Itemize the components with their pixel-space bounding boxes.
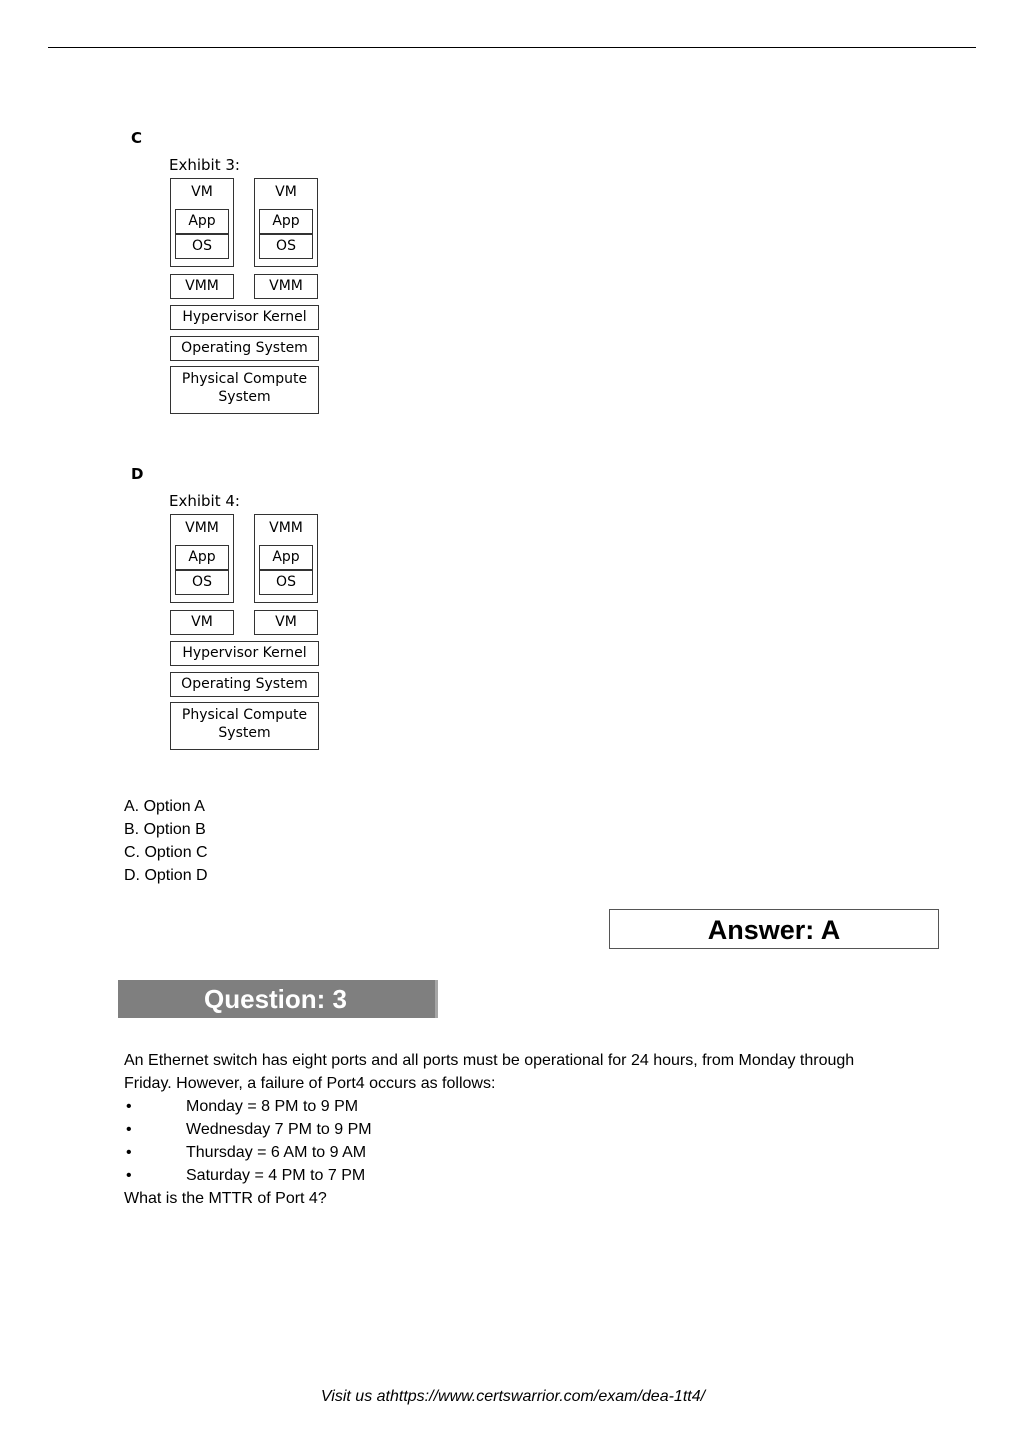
list-item-text: Thursday = 6 AM to 9 AM xyxy=(186,1144,367,1161)
mid-box-right: VM xyxy=(254,610,318,635)
top-rule xyxy=(48,47,976,48)
vm-group-label: VM xyxy=(275,184,297,200)
bullet-icon: • xyxy=(126,1121,132,1138)
option-letter-c: C xyxy=(131,129,143,147)
answer-box: Answer: A xyxy=(609,909,939,949)
question-body xyxy=(124,1049,944,1210)
choice-b: B. Option B xyxy=(124,821,206,838)
vm-group-right xyxy=(254,514,318,603)
exhibit-title: Exhibit 4: xyxy=(169,492,240,510)
app-box: App xyxy=(175,209,229,234)
vm-group-label: VM xyxy=(191,184,213,200)
question-intro-line-1: An Ethernet switch has eight ports and all ports must be operational for 24 hours, from Monday through xyxy=(124,1052,855,1069)
exhibit-3-diagram xyxy=(168,156,328,405)
bullet-icon: • xyxy=(126,1144,132,1161)
bullet-icon: • xyxy=(126,1098,132,1115)
app-box: App xyxy=(175,545,229,570)
os-box: OS xyxy=(259,570,313,595)
hypervisor-kernel-box: Hypervisor Kernel xyxy=(170,641,319,666)
vm-group-label: VMM xyxy=(185,520,219,536)
mid-box-left: VMM xyxy=(170,274,234,299)
question-number: Question: 3 xyxy=(204,984,348,1014)
vm-group-left xyxy=(170,514,234,603)
list-item xyxy=(124,1164,944,1187)
mid-box-right: VMM xyxy=(254,274,318,299)
physical-compute-box: Physical Compute System xyxy=(170,366,319,414)
operating-system-box: Operating System xyxy=(170,336,319,361)
os-box: OS xyxy=(175,234,229,259)
os-box: OS xyxy=(175,570,229,595)
list-item xyxy=(124,1095,944,1118)
vm-group-label: VMM xyxy=(269,520,303,536)
bullet-icon: • xyxy=(126,1167,132,1184)
list-item xyxy=(124,1141,944,1164)
mid-box-left: VM xyxy=(170,610,234,635)
app-box: App xyxy=(259,545,313,570)
hypervisor-kernel-box: Hypervisor Kernel xyxy=(170,305,319,330)
app-box: App xyxy=(259,209,313,234)
choice-d: D. Option D xyxy=(124,867,208,884)
choice-c: C. Option C xyxy=(124,844,208,861)
list-item-text: Monday = 8 PM to 9 PM xyxy=(186,1098,359,1115)
choice-a: A. Option A xyxy=(124,798,205,815)
exhibit-title: Exhibit 3: xyxy=(169,156,240,174)
physical-compute-box: Physical Compute System xyxy=(170,702,319,750)
answer-choices xyxy=(124,795,208,887)
list-item-text: Saturday = 4 PM to 7 PM xyxy=(186,1167,366,1184)
exhibit-4-diagram xyxy=(168,492,328,741)
list-item-text: Wednesday 7 PM to 9 PM xyxy=(186,1121,372,1138)
option-letter-d: D xyxy=(131,465,144,483)
list-item xyxy=(124,1118,944,1141)
question-header xyxy=(118,980,438,1018)
os-box: OS xyxy=(259,234,313,259)
vm-group-left xyxy=(170,178,234,267)
operating-system-box: Operating System xyxy=(170,672,319,697)
vm-group-right xyxy=(254,178,318,267)
footer-link[interactable]: Visit us athttps://www.certswarrior.com/exam/dea-1tt4/ xyxy=(320,1388,706,1405)
question-intro-line-2: Friday. However, a failure of Port4 occurs as follows: xyxy=(124,1075,496,1092)
question-prompt: What is the MTTR of Port 4? xyxy=(124,1190,327,1207)
footer xyxy=(0,1388,1024,1406)
